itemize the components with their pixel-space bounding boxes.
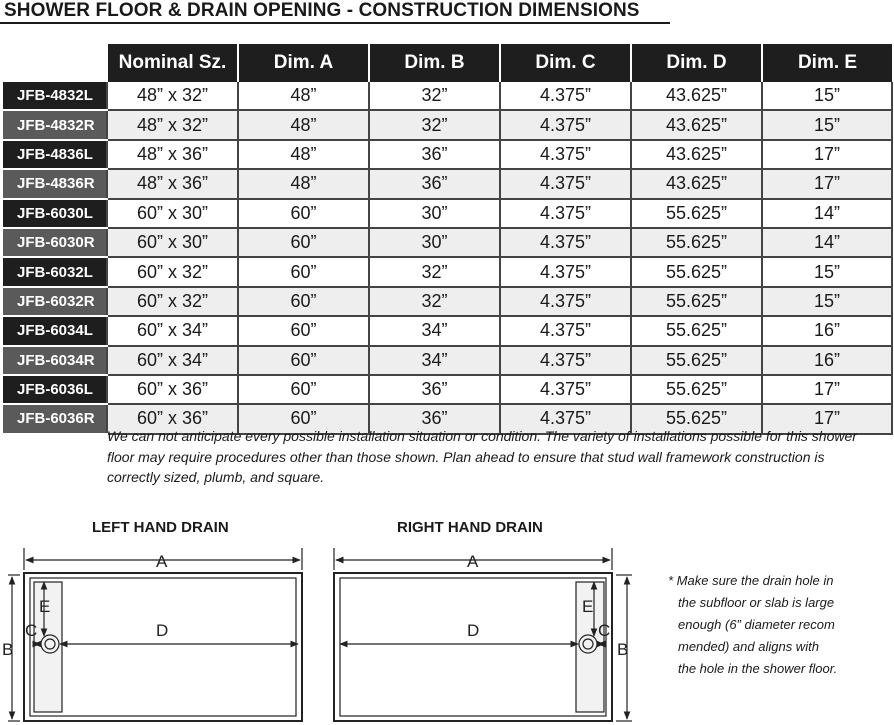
table-row bbox=[3, 169, 892, 198]
left-label-a: A bbox=[156, 552, 168, 571]
dim-b-cell: 34” bbox=[369, 346, 500, 375]
dimensions-table bbox=[3, 44, 893, 435]
dim-a-cell: 48” bbox=[238, 140, 369, 169]
model-number-cell: JFB-6034R bbox=[3, 346, 107, 375]
footnote-line: mended) and aligns with bbox=[678, 639, 819, 654]
footnote-line: the hole in the shower floor. bbox=[678, 661, 838, 676]
right-label-c: C bbox=[598, 621, 611, 640]
footnote-line: * Make sure the drain hole in bbox=[668, 573, 834, 588]
dim-d-cell: 55.625” bbox=[631, 287, 762, 316]
nominal-size-cell: 60” x 36” bbox=[107, 404, 238, 433]
dim-d-cell: 43.625” bbox=[631, 140, 762, 169]
header-dim-c: Dim. C bbox=[500, 44, 631, 82]
nominal-size-cell: 48” x 36” bbox=[107, 169, 238, 198]
dim-c-cell: 4.375” bbox=[500, 140, 631, 169]
table-row bbox=[3, 346, 892, 375]
table-row bbox=[3, 82, 892, 110]
model-number-cell: JFB-6030R bbox=[3, 228, 107, 257]
header-dim-e: Dim. E bbox=[762, 44, 892, 82]
dim-e-cell: 15” bbox=[762, 110, 892, 139]
dim-b-cell: 30” bbox=[369, 228, 500, 257]
drain-hole-footnote bbox=[668, 570, 883, 680]
nominal-size-cell: 48” x 36” bbox=[107, 140, 238, 169]
dim-d-cell: 55.625” bbox=[631, 404, 762, 433]
left-floor-inner bbox=[30, 578, 296, 716]
dim-c-cell: 4.375” bbox=[500, 404, 631, 433]
dim-b-cell: 36” bbox=[369, 375, 500, 404]
dim-b-cell: 36” bbox=[369, 404, 500, 433]
nominal-size-cell: 60” x 34” bbox=[107, 346, 238, 375]
left-hand-drain-diagram bbox=[8, 548, 302, 721]
left-label-e: E bbox=[39, 597, 51, 616]
nominal-size-cell: 60” x 34” bbox=[107, 316, 238, 345]
model-number-cell: JFB-6034L bbox=[3, 316, 107, 345]
dim-a-cell: 60” bbox=[238, 375, 369, 404]
left-diagram-title: LEFT HAND DRAIN bbox=[92, 519, 229, 536]
dim-d-cell: 55.625” bbox=[631, 316, 762, 345]
model-number-cell: JFB-4832L bbox=[3, 82, 107, 110]
dim-b-cell: 36” bbox=[369, 140, 500, 169]
dim-c-cell: 4.375” bbox=[500, 228, 631, 257]
dim-a-cell: 60” bbox=[238, 404, 369, 433]
table-corner bbox=[3, 44, 107, 82]
model-number-cell: JFB-6032L bbox=[3, 257, 107, 286]
table-row bbox=[3, 257, 892, 286]
right-label-e: E bbox=[582, 597, 594, 616]
dim-d-cell: 43.625” bbox=[631, 169, 762, 198]
dim-b-cell: 32” bbox=[369, 82, 500, 110]
model-number-cell: JFB-4832R bbox=[3, 110, 107, 139]
table-row bbox=[3, 140, 892, 169]
dim-a-cell: 60” bbox=[238, 199, 369, 228]
dim-c-cell: 4.375” bbox=[500, 110, 631, 139]
nominal-size-cell: 48” x 32” bbox=[107, 110, 238, 139]
dim-a-cell: 48” bbox=[238, 82, 369, 110]
dim-b-cell: 34” bbox=[369, 316, 500, 345]
right-label-b: B bbox=[617, 640, 629, 659]
dim-e-cell: 17” bbox=[762, 140, 892, 169]
footnote-line: enough (6” diameter recom bbox=[678, 617, 835, 632]
dim-d-cell: 55.625” bbox=[631, 199, 762, 228]
dim-a-cell: 48” bbox=[238, 169, 369, 198]
dim-a-cell: 60” bbox=[238, 257, 369, 286]
dim-e-cell: 16” bbox=[762, 346, 892, 375]
dim-b-cell: 32” bbox=[369, 287, 500, 316]
dim-a-cell: 60” bbox=[238, 287, 369, 316]
dim-e-cell: 16” bbox=[762, 316, 892, 345]
nominal-size-cell: 48” x 32” bbox=[107, 82, 238, 110]
table-row bbox=[3, 287, 892, 316]
dim-d-cell: 55.625” bbox=[631, 375, 762, 404]
dim-a-cell: 48” bbox=[238, 110, 369, 139]
header-dim-b: Dim. B bbox=[369, 44, 500, 82]
dim-c-cell: 4.375” bbox=[500, 199, 631, 228]
dim-d-cell: 55.625” bbox=[631, 228, 762, 257]
table-header-row bbox=[3, 44, 892, 82]
dim-e-cell: 17” bbox=[762, 404, 892, 433]
nominal-size-cell: 60” x 30” bbox=[107, 199, 238, 228]
dim-d-cell: 43.625” bbox=[631, 82, 762, 110]
model-number-cell: JFB-6030L bbox=[3, 199, 107, 228]
table-row bbox=[3, 316, 892, 345]
dim-c-cell: 4.375” bbox=[500, 82, 631, 110]
dim-e-cell: 15” bbox=[762, 287, 892, 316]
dim-e-cell: 15” bbox=[762, 257, 892, 286]
dim-c-cell: 4.375” bbox=[500, 346, 631, 375]
dim-b-cell: 30” bbox=[369, 199, 500, 228]
dim-e-cell: 14” bbox=[762, 228, 892, 257]
right-floor-inner bbox=[340, 578, 606, 716]
header-nominal-size: Nominal Sz. bbox=[107, 44, 238, 82]
dim-a-cell: 60” bbox=[238, 346, 369, 375]
dim-c-cell: 4.375” bbox=[500, 316, 631, 345]
dim-d-cell: 43.625” bbox=[631, 110, 762, 139]
right-floor-outline bbox=[334, 573, 612, 721]
dim-b-cell: 36” bbox=[369, 169, 500, 198]
nominal-size-cell: 60” x 30” bbox=[107, 228, 238, 257]
table-row bbox=[3, 228, 892, 257]
model-number-cell: JFB-6036L bbox=[3, 375, 107, 404]
left-label-b: B bbox=[2, 640, 14, 659]
header-dim-d: Dim. D bbox=[631, 44, 762, 82]
dim-a-cell: 60” bbox=[238, 316, 369, 345]
dim-d-cell: 55.625” bbox=[631, 257, 762, 286]
dim-c-cell: 4.375” bbox=[500, 257, 631, 286]
title-underline bbox=[0, 22, 670, 24]
nominal-size-cell: 60” x 36” bbox=[107, 375, 238, 404]
table-row bbox=[3, 199, 892, 228]
right-label-a: A bbox=[467, 552, 479, 571]
dim-e-cell: 17” bbox=[762, 169, 892, 198]
left-floor-outline bbox=[24, 573, 302, 721]
dim-b-cell: 32” bbox=[369, 110, 500, 139]
model-number-cell: JFB-4836R bbox=[3, 169, 107, 198]
table-row bbox=[3, 110, 892, 139]
dim-c-cell: 4.375” bbox=[500, 287, 631, 316]
dim-c-cell: 4.375” bbox=[500, 375, 631, 404]
header-dim-a: Dim. A bbox=[238, 44, 369, 82]
right-hand-drain-diagram bbox=[334, 548, 632, 721]
right-diagram-title: RIGHT HAND DRAIN bbox=[397, 519, 543, 536]
model-number-cell: JFB-6036R bbox=[3, 404, 107, 433]
model-number-cell: JFB-6032R bbox=[3, 287, 107, 316]
footnote-line: the subfloor or slab is large bbox=[678, 595, 835, 610]
left-label-d: D bbox=[156, 621, 169, 640]
dim-b-cell: 32” bbox=[369, 257, 500, 286]
table-row bbox=[3, 375, 892, 404]
installation-note: We can not anticipate every possible installation situation or condition. The variety of installations possible for this shower floor may require procedures other than those shown. Plan ahead to ensure that stud wall framework construction is correctly sized, plumb, and square. bbox=[107, 428, 857, 485]
dim-a-cell: 60” bbox=[238, 228, 369, 257]
dim-e-cell: 17” bbox=[762, 375, 892, 404]
page-title: SHOWER FLOOR & DRAIN OPENING - CONSTRUCTION DIMENSIONS bbox=[4, 0, 640, 21]
nominal-size-cell: 60” x 32” bbox=[107, 257, 238, 286]
nominal-size-cell: 60” x 32” bbox=[107, 287, 238, 316]
left-label-c: C bbox=[25, 621, 38, 640]
model-number-cell: JFB-4836L bbox=[3, 140, 107, 169]
dim-c-cell: 4.375” bbox=[500, 169, 631, 198]
right-label-d: D bbox=[467, 621, 480, 640]
dim-e-cell: 14” bbox=[762, 199, 892, 228]
dim-e-cell: 15” bbox=[762, 82, 892, 110]
dim-d-cell: 55.625” bbox=[631, 346, 762, 375]
